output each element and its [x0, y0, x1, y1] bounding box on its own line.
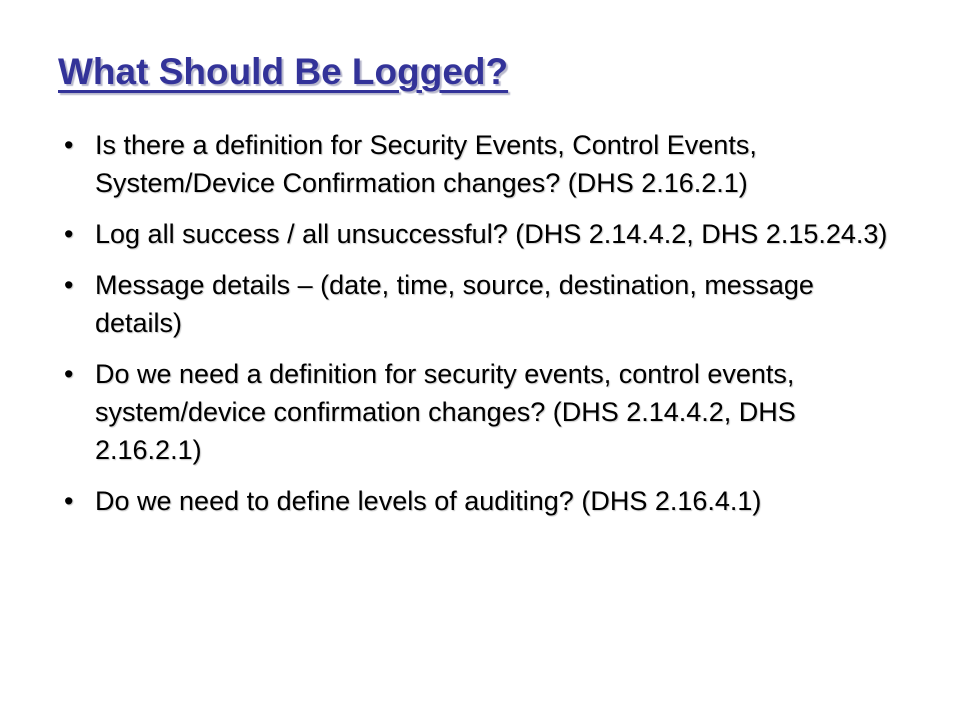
bullet-dot-icon: •	[64, 359, 74, 389]
bullet-dot-icon: •	[64, 130, 74, 160]
bullet-dot-icon: •	[64, 486, 74, 516]
bullet-item	[64, 215, 904, 253]
bullet-dot-icon: •	[64, 219, 74, 249]
bullet-text: Do we need to define levels of auditing? (DHS 2.16.4.1)	[95, 486, 762, 516]
bullet-item	[64, 126, 904, 202]
bullet-dot-icon: •	[64, 270, 74, 300]
bullet-text: Is there a definition for Security Events, Control Events, System/Device Confirmation changes? (DHS 2.16.2.1)	[95, 130, 757, 198]
bullet-item	[64, 266, 904, 342]
bullet-text: Message details – (date, time, source, destination, message details)	[95, 270, 814, 338]
bullet-list	[64, 126, 904, 533]
bullet-item	[64, 482, 904, 520]
bullet-text: Do we need a definition for security events, control events, system/device confirmation changes? (DHS 2.14.4.2, DHS 2.16.2.1)	[95, 359, 796, 465]
bullet-item	[64, 355, 904, 469]
bullet-text: Log all success / all unsuccessful? (DHS 2.14.4.2, DHS 2.15.24.3)	[95, 219, 888, 249]
slide-title: What Should Be Logged?	[58, 51, 509, 92]
